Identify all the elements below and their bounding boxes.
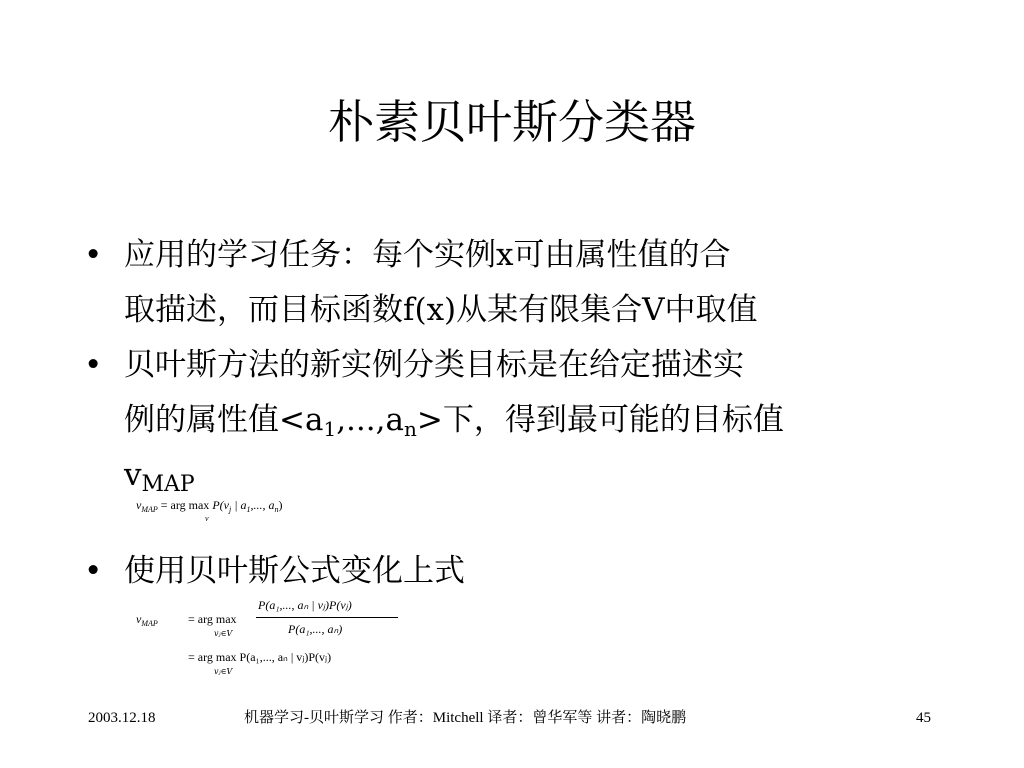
formula2-under-2: vⱼ∈V (214, 667, 233, 676)
formula2-fraction-line (256, 617, 398, 618)
bullet-1-line-2: 取描述，而目标函数f(x)从某有限集合V中取值 (124, 292, 758, 328)
bullet-3-line-1: 使用贝叶斯公式变化上式 (124, 553, 465, 589)
bullet-item-2 (84, 338, 944, 497)
bullet-dot-icon: • (84, 347, 103, 383)
formula2-denominator: P(a₁,..., aₙ) (288, 622, 343, 636)
footer-page-number: 45 (916, 710, 931, 726)
bullet-item-1 (84, 228, 944, 348)
slide-title: 朴素贝叶斯分类器 (328, 95, 696, 149)
formula2-numerator: P(a₁,..., aₙ | vⱼ)P(vⱼ) (258, 598, 352, 612)
bullet-dot-icon: • (84, 553, 103, 589)
bullet-1-line-1: 应用的学习任务：每个实例x可由属性值的合 (124, 237, 731, 273)
formula-vmap-argmax: $v_{MAP}$ = arg $\max P(v_j$ | $a_1$,..., $a_n$) v (136, 498, 283, 523)
bullet-item-3 (84, 544, 944, 604)
formula2-second-line: = arg max P(a₁,..., aₙ | vⱼ)P(vⱼ) (188, 650, 332, 664)
bullet-text-3 (124, 544, 465, 599)
bullet-dot-icon: • (84, 237, 103, 273)
bullet-2-line-1: 贝叶斯方法的新实例分类目标是在给定描述实 (124, 347, 744, 383)
formula2-argmax: = arg max (188, 612, 237, 626)
formula2-lhs: $v_{MAP}$ (136, 612, 158, 628)
footer-date: 2003.12.18 (88, 710, 156, 726)
formula2-under-1: vⱼ∈V (214, 629, 233, 638)
footer-credits: 机器学习-贝叶斯学习 作者：Mitchell 译者：曾华军等 讲者：陶晓鹏 (244, 710, 687, 726)
bullet-text-1 (124, 228, 758, 338)
bullet-2-line-3: $v_{MAP}$ (124, 457, 195, 497)
bullet-2-line-2: 例的属性值$<a_1,...,a_n>$下，得到最可能的目标值 (124, 402, 784, 441)
bullet-text-2 (124, 338, 784, 503)
